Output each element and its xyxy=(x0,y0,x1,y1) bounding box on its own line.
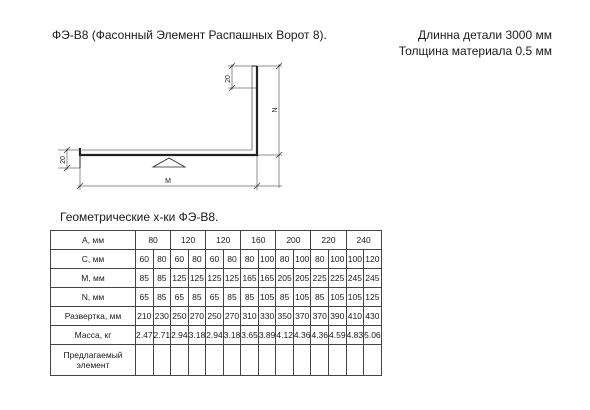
pred-label-line2: элемент xyxy=(76,360,110,370)
razv-value-cell: 210 xyxy=(136,307,154,326)
row-label-razv: Развертка, мм xyxy=(51,307,136,326)
razv-value-cell: 390 xyxy=(329,307,347,326)
n-value-cell: 105 xyxy=(258,288,276,307)
pred-label-line1: Предлагаемый xyxy=(63,350,123,360)
m-value-cell: 225 xyxy=(329,269,347,288)
dim-top-flange: 20 xyxy=(225,75,232,83)
n-value-cell: 65 xyxy=(136,288,154,307)
razv-value-cell: 270 xyxy=(188,307,206,326)
proposed-element-cell xyxy=(136,345,154,376)
n-value-cell: 105 xyxy=(346,288,364,307)
m-value-cell: 165 xyxy=(241,269,259,288)
n-value-cell: 85 xyxy=(153,288,171,307)
m-value-cell: 205 xyxy=(293,269,311,288)
proposed-element-cell xyxy=(311,345,329,376)
a-group-cell: 80 xyxy=(136,231,171,250)
a-group-cell: 120 xyxy=(206,231,241,250)
table-row xyxy=(51,307,382,326)
mass-value-cell: 2.94 xyxy=(171,326,189,345)
c-value-cell: 80 xyxy=(223,250,241,269)
view-marker-icon xyxy=(153,158,185,167)
proposed-element-cell xyxy=(364,345,382,376)
proposed-element-cell xyxy=(153,345,171,376)
geometry-table xyxy=(50,230,382,376)
proposed-element-cell xyxy=(241,345,259,376)
razv-value-cell: 230 xyxy=(153,307,171,326)
mass-value-cell: 3.18 xyxy=(223,326,241,345)
m-value-cell: 125 xyxy=(171,269,189,288)
c-value-cell: 60 xyxy=(136,250,154,269)
dim-horizontal: M xyxy=(165,178,171,185)
m-value-cell: 245 xyxy=(346,269,364,288)
m-value-cell: 245 xyxy=(364,269,382,288)
n-value-cell: 65 xyxy=(206,288,224,307)
proposed-element-cell xyxy=(171,345,189,376)
table-row xyxy=(51,269,382,288)
table-row xyxy=(51,326,382,345)
proposed-element-cell xyxy=(258,345,276,376)
n-value-cell: 85 xyxy=(241,288,259,307)
razv-value-cell: 430 xyxy=(364,307,382,326)
mass-value-cell: 5.06 xyxy=(364,326,382,345)
dim-left-flange: 20 xyxy=(60,156,67,164)
razv-value-cell: 270 xyxy=(223,307,241,326)
razv-value-cell: 350 xyxy=(276,307,294,326)
m-value-cell: 225 xyxy=(311,269,329,288)
c-value-cell: 60 xyxy=(171,250,189,269)
razv-value-cell: 370 xyxy=(293,307,311,326)
n-value-cell: 105 xyxy=(329,288,347,307)
proposed-element-cell xyxy=(293,345,311,376)
n-value-cell: 85 xyxy=(223,288,241,307)
razv-value-cell: 330 xyxy=(258,307,276,326)
a-group-cell: 240 xyxy=(346,231,381,250)
dim-vertical: N xyxy=(272,107,279,113)
row-label-mass: Масса, кг xyxy=(51,326,136,345)
c-value-cell: 100 xyxy=(258,250,276,269)
m-value-cell: 125 xyxy=(206,269,224,288)
row-label-n: N, мм xyxy=(51,288,136,307)
mass-value-cell: 2.47 xyxy=(136,326,154,345)
mass-value-cell: 4.59 xyxy=(329,326,347,345)
a-group-cell: 160 xyxy=(241,231,276,250)
table-row xyxy=(51,231,382,250)
c-value-cell: 80 xyxy=(311,250,329,269)
mass-value-cell: 4.36 xyxy=(311,326,329,345)
mass-value-cell: 3.18 xyxy=(188,326,206,345)
m-value-cell: 205 xyxy=(276,269,294,288)
dimension-lines xyxy=(58,63,282,190)
proposed-element-cell xyxy=(329,345,347,376)
proposed-element-cell xyxy=(206,345,224,376)
razv-value-cell: 250 xyxy=(171,307,189,326)
n-value-cell: 65 xyxy=(171,288,189,307)
m-value-cell: 125 xyxy=(223,269,241,288)
m-value-cell: 165 xyxy=(258,269,276,288)
c-value-cell: 60 xyxy=(206,250,224,269)
proposed-element-cell xyxy=(188,345,206,376)
c-value-cell: 80 xyxy=(153,250,171,269)
mass-value-cell: 4.12 xyxy=(276,326,294,345)
n-value-cell: 125 xyxy=(364,288,382,307)
a-group-cell: 200 xyxy=(276,231,311,250)
n-value-cell: 85 xyxy=(311,288,329,307)
a-group-cell: 220 xyxy=(311,231,346,250)
m-value-cell: 85 xyxy=(136,269,154,288)
n-value-cell: 105 xyxy=(293,288,311,307)
c-value-cell: 100 xyxy=(346,250,364,269)
table-row xyxy=(51,288,382,307)
m-value-cell: 85 xyxy=(153,269,171,288)
row-label-c: С, мм xyxy=(51,250,136,269)
mass-value-cell: 4.36 xyxy=(293,326,311,345)
row-label-pred xyxy=(51,345,136,376)
c-value-cell: 80 xyxy=(276,250,294,269)
table-row xyxy=(51,345,382,376)
row-label-m: М, мм xyxy=(51,269,136,288)
n-value-cell: 85 xyxy=(276,288,294,307)
mass-value-cell: 4.83 xyxy=(346,326,364,345)
mass-value-cell: 3.65 xyxy=(241,326,259,345)
part-length: Длинна детали 3000 мм xyxy=(418,28,552,42)
c-value-cell: 100 xyxy=(329,250,347,269)
mass-value-cell: 2.71 xyxy=(153,326,171,345)
material-thickness: Толщина материала 0.5 мм xyxy=(398,44,552,58)
m-value-cell: 125 xyxy=(188,269,206,288)
proposed-element-cell xyxy=(346,345,364,376)
table-caption: Геометрические х-ки ФЭ-В8. xyxy=(60,210,219,224)
page-title: ФЭ-В8 (Фасонный Элемент Распашных Ворот 8). xyxy=(52,28,327,42)
a-group-cell: 120 xyxy=(171,231,206,250)
c-value-cell: 80 xyxy=(188,250,206,269)
table-row xyxy=(51,250,382,269)
row-label-a: А, мм xyxy=(51,231,136,250)
mass-value-cell: 3.89 xyxy=(258,326,276,345)
n-value-cell: 85 xyxy=(188,288,206,307)
proposed-element-cell xyxy=(223,345,241,376)
razv-value-cell: 370 xyxy=(311,307,329,326)
mass-value-cell: 2.94 xyxy=(206,326,224,345)
proposed-element-cell xyxy=(276,345,294,376)
razv-value-cell: 410 xyxy=(346,307,364,326)
c-value-cell: 80 xyxy=(241,250,259,269)
razv-value-cell: 250 xyxy=(206,307,224,326)
razv-value-cell: 310 xyxy=(241,307,259,326)
c-value-cell: 120 xyxy=(364,250,382,269)
c-value-cell: 100 xyxy=(293,250,311,269)
